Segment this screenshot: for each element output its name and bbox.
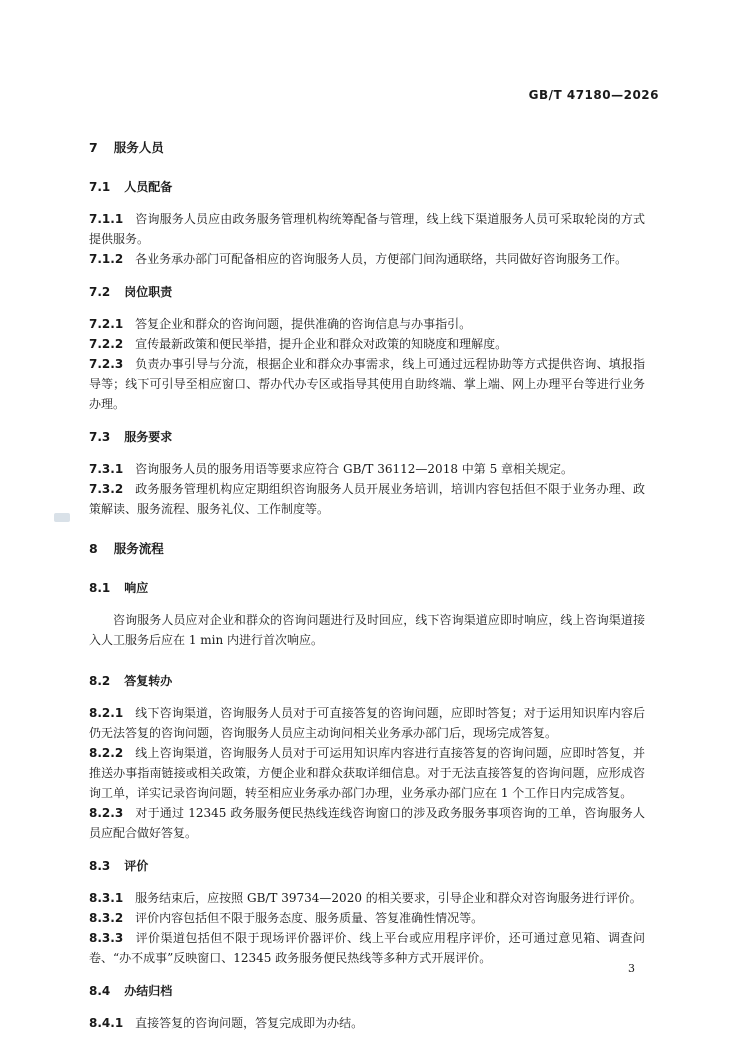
subsection-title: 响应 xyxy=(124,581,149,595)
page-number: 3 xyxy=(628,962,635,975)
subsection-number: 7.1 xyxy=(89,180,111,194)
clause-number: 8.4.1 xyxy=(89,1016,124,1030)
section-title: 服务人员 xyxy=(113,140,164,155)
clause-8-3-3 xyxy=(89,928,645,968)
clause-number: 7.1.2 xyxy=(89,252,124,266)
subsection-number: 8.4 xyxy=(89,984,111,998)
section-heading-8 xyxy=(89,539,645,557)
subsection-number: 8.1 xyxy=(89,581,111,595)
clause-text: 直接答复的咨询问题，答复完成即为办结。 xyxy=(135,1016,364,1030)
subsection-number: 8.3 xyxy=(89,859,111,873)
clause-text: 政务服务管理机构应定期组织咨询服务人员开展业务培训，培训内容包括但不限于业务办理、政策解读、服务流程、服务礼仪、工作制度等。 xyxy=(89,482,645,516)
clause-8-2-1 xyxy=(89,703,645,743)
clause-number: 8.2.3 xyxy=(89,806,124,820)
clause-8-3-2 xyxy=(89,908,645,928)
clause-number: 8.3.2 xyxy=(89,911,124,925)
section-heading-7 xyxy=(89,138,645,156)
subsection-number: 7.2 xyxy=(89,285,111,299)
margin-watermark-mark xyxy=(54,513,70,522)
subsection-title: 答复转办 xyxy=(124,674,173,688)
clause-text: 服务结束后，应按照 GB/T 39734—2020 的相关要求，引导企业和群众对咨询服务进行评价。 xyxy=(135,891,642,905)
clause-text: 宣传最新政策和便民举措，提升企业和群众对政策的知晓度和理解度。 xyxy=(135,337,508,351)
clause-text: 咨询服务人员应由政务服务管理机构统筹配备与管理，线上线下渠道服务人员可采取轮岗的方式提供服务。 xyxy=(89,212,645,246)
section-number: 7 xyxy=(89,140,98,155)
clause-number: 8.2.1 xyxy=(89,706,124,720)
clause-text: 评价渠道包括但不限于现场评价器评价、线上平台或应用程序评价，还可通过意见箱、调查问卷、“办不成事”反映窗口、12345 政务服务便民热线等多种方式开展评价。 xyxy=(89,931,645,965)
clause-7-3-2 xyxy=(89,479,645,519)
clause-text: 对于通过 12345 政务服务便民热线连线咨询窗口的涉及政务服务事项咨询的工单，咨询服务人员应配合做好答复。 xyxy=(89,806,645,840)
clause-number: 8.2.2 xyxy=(89,746,124,760)
clause-number: 7.2.1 xyxy=(89,317,124,331)
clause-text: 线上咨询渠道，咨询服务人员对于可运用知识库内容进行直接答复的咨询问题，应即时答复，并推送办事指南链接或相关政策，方便企业和群众获取详细信息。对于无法直接答复的咨询问题，应形成咨询工单，详实记录咨询问题，转至相应业务承办部门办理，业务承办部门应在 1 个工作日内完成答复。 xyxy=(89,746,645,800)
subsection-heading-8-1 xyxy=(89,579,645,596)
clause-8-2-2 xyxy=(89,743,645,803)
paragraph-8-1: 咨询服务人员应对企业和群众的咨询问题进行及时回应，线下咨询渠道应即时响应，线上咨询渠道接入人工服务后应在 1 min 内进行首次响应。 xyxy=(89,613,645,647)
subsection-heading-7-2 xyxy=(89,283,645,300)
clause-number: 7.2.3 xyxy=(89,357,124,371)
clause-8-2-3 xyxy=(89,803,645,843)
subsection-title: 评价 xyxy=(124,859,149,873)
clause-number: 7.3.1 xyxy=(89,462,124,476)
clause-8-4-1 xyxy=(89,1013,645,1033)
subsection-title: 服务要求 xyxy=(124,430,173,444)
subsection-title: 岗位职责 xyxy=(124,285,173,299)
clause-text: 评价内容包括但不限于服务态度、服务质量、答复准确性情况等。 xyxy=(135,911,484,925)
clause-7-2-3 xyxy=(89,354,645,414)
clause-text: 负责办事引导与分流，根据企业和群众办事需求，线上可通过远程协助等方式提供咨询、填报指导等；线下可引导至相应窗口、帮办代办专区或指导其使用自助终端、掌上端、网上办理平台等进行业务办理。 xyxy=(89,357,645,411)
subsection-heading-7-3 xyxy=(89,428,645,445)
section-title: 服务流程 xyxy=(113,541,164,556)
subsection-number: 7.3 xyxy=(89,430,111,444)
clause-number: 8.3.3 xyxy=(89,931,124,945)
clause-7-3-1 xyxy=(89,459,645,479)
clause-text: 咨询服务人员的服务用语等要求应符合 GB/T 36112—2018 中第 5 章相关规定。 xyxy=(135,462,574,476)
clause-text: 答复企业和群众的咨询问题，提供准确的咨询信息与办事指引。 xyxy=(135,317,472,331)
subsection-heading-7-1 xyxy=(89,178,645,195)
subsection-title: 人员配备 xyxy=(124,180,173,194)
clause-number: 8.3.1 xyxy=(89,891,124,905)
standard-number: GB/T 47180—2026 xyxy=(528,88,659,102)
subsection-number: 8.2 xyxy=(89,674,111,688)
clause-number: 7.3.2 xyxy=(89,482,124,496)
clause-number: 7.2.2 xyxy=(89,337,124,351)
subsection-heading-8-2 xyxy=(89,672,645,689)
clause-number: 7.1.1 xyxy=(89,212,124,226)
clause-text: 各业务承办部门可配备相应的咨询服务人员，方便部门间沟通联络，共同做好咨询服务工作。 xyxy=(135,252,628,266)
clause-7-1-1 xyxy=(89,209,645,249)
clause-text: 线下咨询渠道，咨询服务人员对于可直接答复的咨询问题，应即时答复；对于运用知识库内容后仍无法答复的咨询问题，咨询服务人员应主动询问相关业务承办部门后，现场完成答复。 xyxy=(89,706,645,740)
clause-7-1-2 xyxy=(89,249,645,269)
subsection-heading-8-4 xyxy=(89,982,645,999)
document-body xyxy=(89,138,645,1033)
clause-7-2-1 xyxy=(89,314,645,334)
subsection-title: 办结归档 xyxy=(124,984,173,998)
clause-7-2-2 xyxy=(89,334,645,354)
section-number: 8 xyxy=(89,541,98,556)
clause-8-3-1 xyxy=(89,888,645,908)
subsection-heading-8-3 xyxy=(89,857,645,874)
